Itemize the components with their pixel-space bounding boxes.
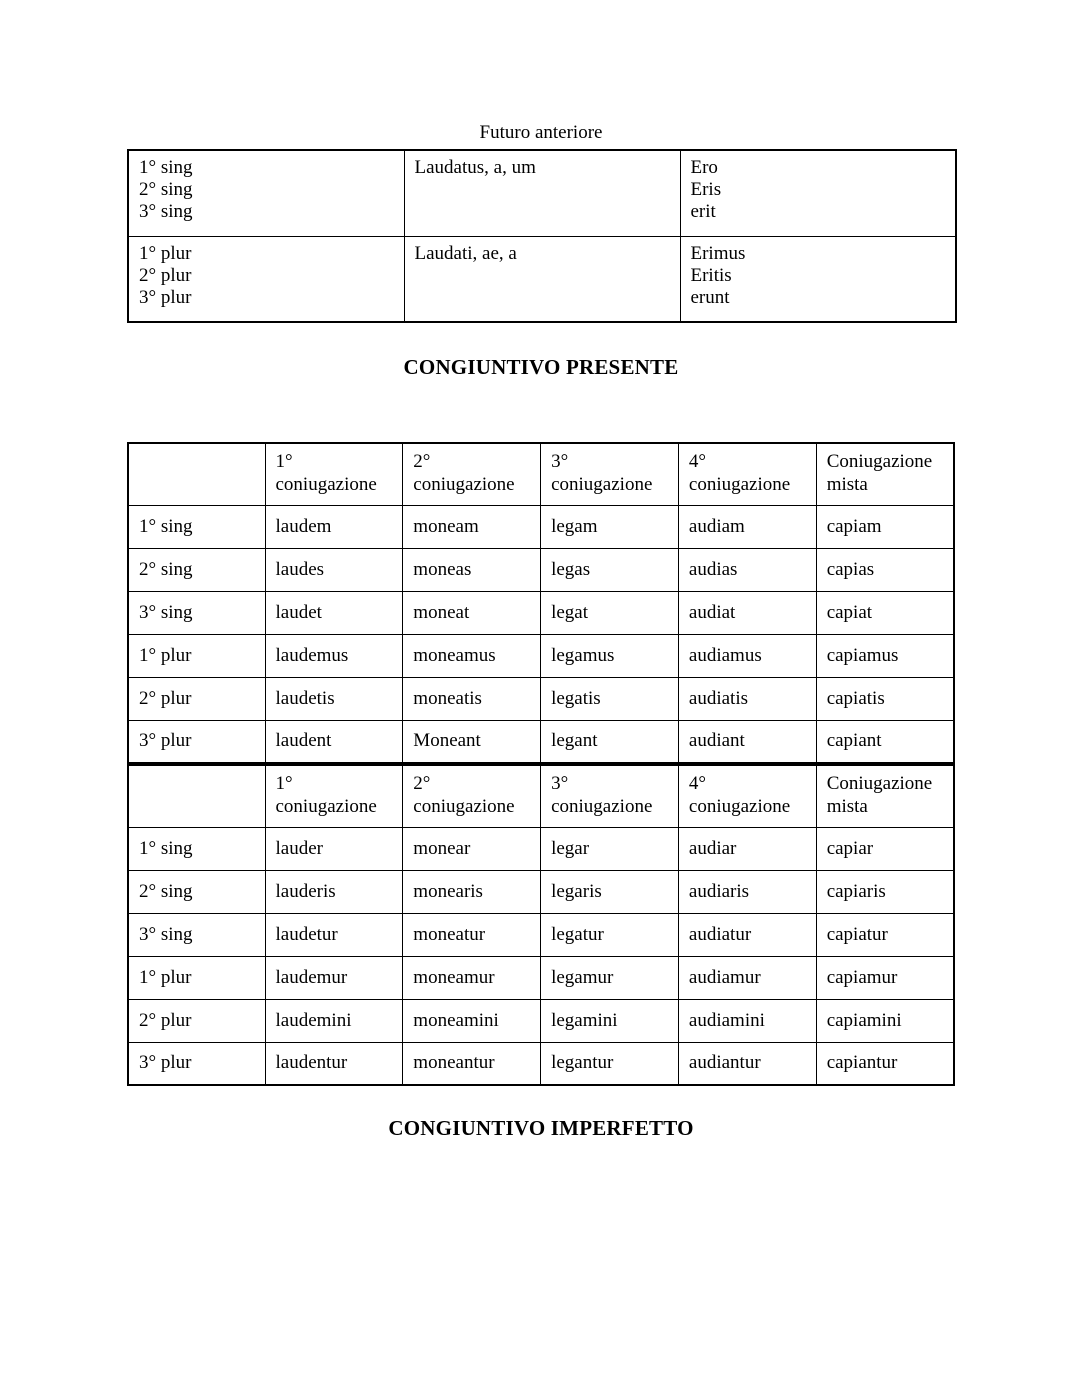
- congiuntivo-imperfetto-heading: CONGIUNTIVO IMPERFETTO: [388, 1116, 694, 1140]
- congiuntivo-presente-passive-table-body: [128, 765, 954, 1085]
- person-label-cell: 1° sing: [128, 505, 265, 548]
- verb-form-cell: capiant: [816, 720, 954, 763]
- verb-form-cell: laudet: [265, 591, 403, 634]
- cell-line: Laudati, ae, a: [414, 242, 517, 264]
- verb-form-cell: laudemus: [265, 634, 403, 677]
- header-row: [128, 443, 954, 505]
- verb-form-cell: legas: [541, 548, 679, 591]
- verb-form-cell: audiamini: [678, 999, 816, 1042]
- verb-form-cell: moneamini: [403, 999, 541, 1042]
- verb-form-cell: capiamur: [816, 956, 954, 999]
- congiuntivo-presente-active-table-body: [128, 443, 954, 763]
- cell-line: Laudatus, a, um: [414, 157, 536, 178]
- verb-form-cell: audiantur: [678, 1042, 816, 1085]
- verb-form-cell: audiamus: [678, 634, 816, 677]
- verb-form-cell: audiar: [678, 827, 816, 870]
- table-row: [128, 913, 954, 956]
- congiuntivo-presente-heading: CONGIUNTIVO PRESENTE: [403, 355, 679, 379]
- person-label-cell: 3° plur: [128, 1042, 265, 1085]
- cell-line: 2° plur: [139, 264, 192, 286]
- verb-form-cell: capiatis: [816, 677, 954, 720]
- column-header: Coniugazione mista: [816, 443, 954, 505]
- verb-form-cell: laudem: [265, 505, 403, 548]
- verb-form-cell: audiat: [678, 591, 816, 634]
- verb-form-cell: audias: [678, 548, 816, 591]
- verb-form-cell: moneatur: [403, 913, 541, 956]
- verb-form-cell: laudemini: [265, 999, 403, 1042]
- verb-form-cell: Moneant: [403, 720, 541, 763]
- verb-form-cell: audiamur: [678, 956, 816, 999]
- cell-line: 1° sing: [139, 157, 193, 178]
- verb-form-cell: laudentur: [265, 1042, 403, 1085]
- person-label-cell: 1° plur: [128, 634, 265, 677]
- verb-form-cell: laudent: [265, 720, 403, 763]
- verb-form-cell: lauderis: [265, 870, 403, 913]
- cell-line: 3° plur: [139, 286, 192, 308]
- verb-form-cell: capiar: [816, 827, 954, 870]
- futuro-anteriore-table-body: [128, 150, 956, 322]
- person-label-cell: 2° sing: [128, 548, 265, 591]
- verb-form-cell: capiantur: [816, 1042, 954, 1085]
- participle-cell: [404, 150, 680, 236]
- auxiliary-forms-cell: [680, 236, 956, 322]
- verb-form-cell: legamini: [541, 999, 679, 1042]
- verb-form-cell: legamus: [541, 634, 679, 677]
- verb-form-cell: laudetur: [265, 913, 403, 956]
- verb-form-cell: moneat: [403, 591, 541, 634]
- verb-form-cell: capiat: [816, 591, 954, 634]
- person-label-cell: 1° sing: [128, 827, 265, 870]
- futuro-anteriore-table: [127, 149, 957, 323]
- header-row: [128, 765, 954, 827]
- corner-cell: [128, 443, 265, 505]
- column-header: 4° coniugazione: [678, 443, 816, 505]
- verb-form-cell: legamur: [541, 956, 679, 999]
- table-row: [128, 634, 954, 677]
- column-header: Coniugazione mista: [816, 765, 954, 827]
- verb-form-cell: capiaris: [816, 870, 954, 913]
- table-row: [128, 870, 954, 913]
- person-labels-cell: [128, 150, 404, 236]
- verb-form-cell: capiamus: [816, 634, 954, 677]
- verb-form-cell: moneas: [403, 548, 541, 591]
- verb-form-cell: moneamus: [403, 634, 541, 677]
- cell-line: 3° sing: [139, 201, 193, 222]
- column-header: 4° coniugazione: [678, 765, 816, 827]
- person-label-cell: 2° sing: [128, 870, 265, 913]
- person-label-cell: 2° plur: [128, 999, 265, 1042]
- verb-form-cell: laudes: [265, 548, 403, 591]
- verb-form-cell: laudetis: [265, 677, 403, 720]
- verb-form-cell: legaris: [541, 870, 679, 913]
- verb-form-cell: audiatur: [678, 913, 816, 956]
- verb-form-cell: legatis: [541, 677, 679, 720]
- cell-line: Ero: [690, 157, 718, 178]
- verb-form-cell: capiam: [816, 505, 954, 548]
- person-label-cell: 3° sing: [128, 913, 265, 956]
- verb-form-cell: moneam: [403, 505, 541, 548]
- verb-form-cell: legant: [541, 720, 679, 763]
- cell-line: 1° plur: [139, 242, 192, 264]
- cell-line: Eris: [690, 179, 722, 200]
- corner-cell: [128, 765, 265, 827]
- table-row: [128, 720, 954, 763]
- futuro-anteriore-heading: Futuro anteriore: [479, 122, 603, 143]
- verb-form-cell: legar: [541, 827, 679, 870]
- congiuntivo-presente-active-table: [127, 442, 955, 764]
- verb-form-cell: audiant: [678, 720, 816, 763]
- table-row: [128, 999, 954, 1042]
- person-label-cell: 2° plur: [128, 677, 265, 720]
- person-label-cell: 3° sing: [128, 591, 265, 634]
- congiuntivo-presente-passive-table: [127, 764, 955, 1086]
- column-header: 2° coniugazione: [403, 765, 541, 827]
- verb-form-cell: legam: [541, 505, 679, 548]
- verb-form-cell: legantur: [541, 1042, 679, 1085]
- column-header: 3° coniugazione: [541, 765, 679, 827]
- verb-form-cell: audiaris: [678, 870, 816, 913]
- person-labels-cell: [128, 236, 404, 322]
- table-row: [128, 548, 954, 591]
- verb-form-cell: monearis: [403, 870, 541, 913]
- verb-form-cell: laudemur: [265, 956, 403, 999]
- cell-line: Erimus: [690, 242, 746, 264]
- verb-form-cell: capiamini: [816, 999, 954, 1042]
- table-row: [128, 591, 954, 634]
- participle-cell: [404, 236, 680, 322]
- verb-form-cell: moneamur: [403, 956, 541, 999]
- table-row: [128, 956, 954, 999]
- verb-form-cell: legat: [541, 591, 679, 634]
- verb-form-cell: moneatis: [403, 677, 541, 720]
- verb-form-cell: audiatis: [678, 677, 816, 720]
- table-row: [128, 677, 954, 720]
- column-header: 1° coniugazione: [265, 443, 403, 505]
- table-row: [128, 505, 954, 548]
- table-row: [128, 150, 956, 236]
- table-row: [128, 827, 954, 870]
- cell-line: erit: [690, 201, 716, 222]
- verb-form-cell: monear: [403, 827, 541, 870]
- person-label-cell: 3° plur: [128, 720, 265, 763]
- verb-form-cell: capiatur: [816, 913, 954, 956]
- cell-line: 2° sing: [139, 179, 193, 200]
- column-header: 3° coniugazione: [541, 443, 679, 505]
- verb-form-cell: legatur: [541, 913, 679, 956]
- table-row: [128, 1042, 954, 1085]
- table-row: [128, 236, 956, 322]
- cell-line: erunt: [690, 286, 730, 308]
- verb-form-cell: audiam: [678, 505, 816, 548]
- auxiliary-forms-cell: [680, 150, 956, 236]
- cell-line: Eritis: [690, 264, 732, 286]
- verb-form-cell: capias: [816, 548, 954, 591]
- person-label-cell: 1° plur: [128, 956, 265, 999]
- column-header: 1° coniugazione: [265, 765, 403, 827]
- column-header: 2° coniugazione: [403, 443, 541, 505]
- verb-form-cell: moneantur: [403, 1042, 541, 1085]
- verb-form-cell: lauder: [265, 827, 403, 870]
